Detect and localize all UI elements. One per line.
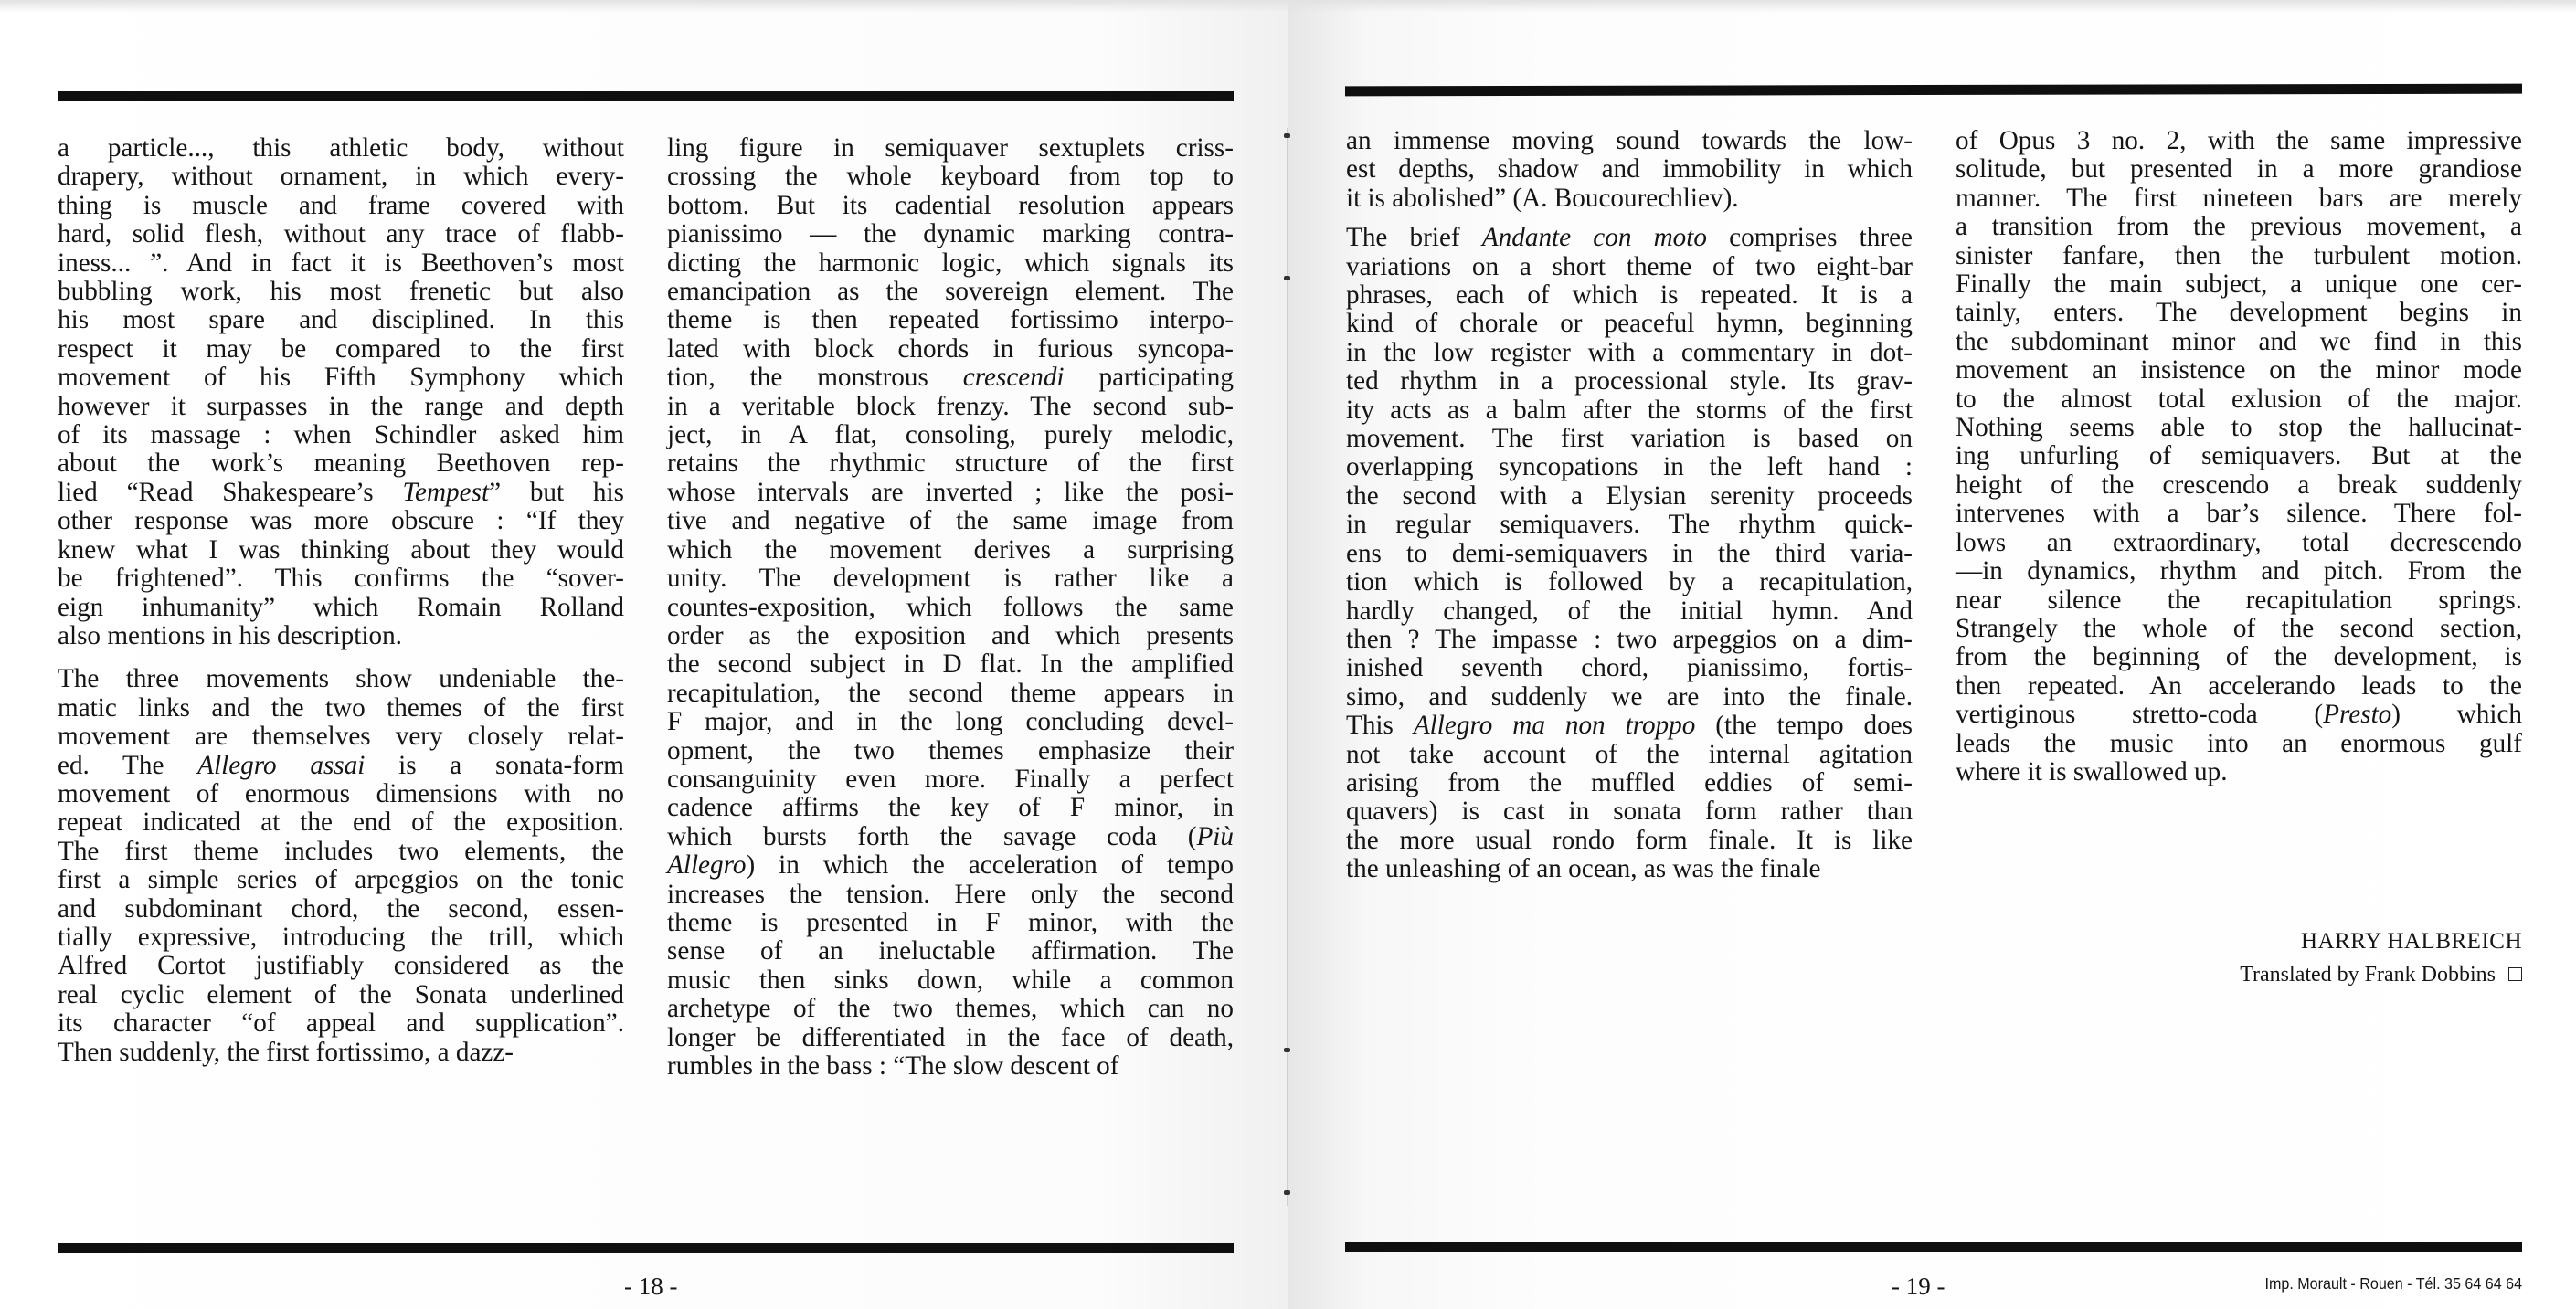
staple-mark-icon: [1284, 133, 1290, 138]
left-bottom-rule: [58, 1243, 1234, 1253]
text-line: music then sinks down, while a common: [667, 965, 1234, 995]
text-line: theme is presented in F minor, with the: [667, 907, 1234, 937]
text-line: longer be differentiated in the face of death,: [667, 1022, 1234, 1052]
gutter-fold: [1287, 128, 1288, 1206]
text-line: movement are themselves very closely relat-: [58, 722, 624, 752]
right-column-1: [1346, 127, 1913, 884]
text-line: leads the music into an enormous gulf: [1956, 728, 2522, 758]
text-line: Finally the main subject, a unique one cer-: [1956, 269, 2522, 300]
right-bottom-rule: [1345, 1242, 2522, 1252]
text-line: bottom. But its cadential resolution appears: [667, 190, 1234, 220]
text-line: lied “Read Shakespeare’s Tempest” but his: [58, 477, 624, 507]
text-line: intervenes with a bar’s silence. There fol-: [1956, 499, 2522, 529]
text-line: F major, and in the long concluding devel-: [667, 707, 1234, 737]
paragraph: [1346, 127, 1913, 213]
text-line: movement of his Fifth Symphony which: [58, 363, 624, 393]
text-line: matic links and the two themes of the first: [58, 692, 624, 723]
text-line: thing is muscle and frame covered with: [58, 190, 624, 220]
text-line: consanguinity even more. Finally a perfect: [667, 764, 1234, 794]
text-line: however it surpasses in the range and depth: [58, 391, 624, 421]
top-edge-shadow: [0, 0, 2576, 13]
text-line: to the almost total exlusion of the major.: [1956, 384, 2522, 414]
text-line: Then suddenly, the first fortissimo, a dazz-: [58, 1037, 514, 1067]
text-line: theme is then repeated fortissimo interpo-: [667, 305, 1234, 335]
text-line: it is abolished” (A. Boucourechliev).: [1346, 183, 1739, 213]
text-line: rumbles in the bass : “The slow descent of: [667, 1051, 1119, 1081]
paragraph: [1346, 224, 1913, 883]
text-line: other response was more obscure : “If they: [58, 506, 624, 536]
text-line: an immense moving sound towards the low-: [1346, 126, 1913, 155]
text-line: the more usual rondo form finale. It is like: [1346, 825, 1913, 855]
text-line: height of the crescendo a break suddenly: [1956, 470, 2522, 500]
page-number-right: - 19 -: [1892, 1272, 1945, 1300]
text-line: of Opus 3 no. 2, with the same impressive: [1956, 126, 2522, 155]
text-line: quavers) is cast in sonata form rather than: [1346, 797, 1913, 827]
text-line: real cyclic element of the Sonata underlined: [58, 979, 624, 1009]
text-line: recapitulation, the second theme appears in: [667, 678, 1234, 708]
text-line: the second with a Elysian serenity proceeds: [1346, 480, 1913, 511]
text-line: Nothing seems able to stop the hallucinat-: [1956, 413, 2522, 443]
text-line: manner. The first nineteen bars are merely: [1956, 183, 2522, 213]
text-line: first a simple series of arpeggios on the tonic: [58, 865, 624, 895]
text-line: the unleashing of an ocean, as was the finale: [1346, 854, 1821, 884]
text-line: The brief Andante con moto comprises three: [1346, 223, 1913, 253]
italic-term: Allegro ma non troppo: [1413, 711, 1696, 741]
text-line: a transition from the previous movement, a: [1956, 212, 2522, 242]
italic-term: crescendi: [962, 363, 1065, 393]
text-line: —in dynamics, rhythm and pitch. From the: [1956, 556, 2522, 586]
paragraph: [58, 134, 624, 650]
left-column-1: [58, 134, 624, 1067]
paragraph: [58, 665, 624, 1067]
text-line: from the beginning of the development, is: [1956, 642, 2522, 672]
text-line: which bursts forth the savage coda (Più: [667, 821, 1234, 851]
text-line: increases the tension. Here only the second: [667, 879, 1234, 909]
text-line: and subdominant chord, the second, essen-: [58, 893, 624, 924]
italic-term: Più: [1196, 821, 1234, 851]
text-line: pianissimo — the dynamic marking contra-: [667, 219, 1234, 249]
text-line: phrases, each of which is repeated. It is a: [1346, 280, 1913, 311]
staple-mark-icon: [1284, 276, 1290, 280]
text-line: variations on a short theme of two eight-bar: [1346, 251, 1913, 281]
text-line: ling figure in semiquaver sextuplets criss-: [667, 133, 1234, 163]
text-line: sinister fanfare, then the turbulent motion.: [1956, 240, 2522, 270]
end-mark-square-icon: [2508, 967, 2522, 981]
text-line: the second subject in D flat. In the amplified: [667, 649, 1234, 680]
text-line: dicting the harmonic logic, which signals its: [667, 248, 1234, 278]
paragraph: [667, 134, 1234, 1081]
text-line: cadence affirms the key of F minor, in: [667, 793, 1234, 823]
text-line: ing unfurling of semiquavers. But at the: [1956, 441, 2522, 471]
text-line: inished seventh chord, pianissimo, fortis-: [1346, 653, 1913, 683]
text-line: opment, the two themes emphasize their: [667, 735, 1234, 765]
left-column-2: [667, 134, 1234, 1081]
translator-credit: [2240, 958, 2522, 991]
text-line: about the work’s meaning Beethoven rep-: [58, 449, 624, 479]
text-line: hardly changed, of the initial hymn. And: [1346, 596, 1913, 626]
text-line: where it is swallowed up.: [1956, 756, 2228, 786]
text-line: bubbling work, his most frenetic but also: [58, 277, 624, 307]
text-line: ity acts as a balm after the storms of the first: [1346, 395, 1913, 425]
italic-term: Allegro assai: [197, 750, 366, 780]
text-line: Allegro) in which the acceleration of tempo: [667, 850, 1234, 881]
text-line: est depths, shadow and immobility in which: [1346, 154, 1913, 185]
text-line: not take account of the internal agitation: [1346, 739, 1913, 769]
text-line: movement. The first variation is based on: [1346, 424, 1913, 454]
text-line: whose intervals are inverted ; like the posi-: [667, 477, 1234, 507]
text-line: ens to demi-semiquavers in the third varia-: [1346, 538, 1913, 568]
author-name: HARRY HALBREICH: [2300, 929, 2522, 954]
text-line: eign inhumanity” which Romain Rolland: [58, 592, 624, 622]
text-line: The three movements show undeniable the-: [58, 664, 624, 694]
text-line: iness... ”. And in fact it is Beethoven’s most: [58, 248, 624, 278]
italic-term: Andante con moto: [1481, 223, 1707, 253]
text-line: archetype of the two themes, which can no: [667, 994, 1234, 1024]
text-line: tion, the monstrous crescendi participating: [667, 363, 1234, 393]
text-line: sense of an ineluctable affirmation. The: [667, 936, 1234, 966]
text-line: unity. The development is rather like a: [667, 564, 1234, 594]
text-line: ted rhythm in a processional style. Its grav-: [1346, 366, 1913, 396]
text-line: kind of chorale or peaceful hymn, beginning: [1346, 309, 1913, 339]
text-line: respect it may be compared to the first: [58, 333, 624, 364]
right-column-2: [1956, 127, 2522, 786]
text-line: of its massage : when Schindler asked him: [58, 420, 624, 450]
italic-term: Presto: [2323, 700, 2392, 730]
text-line: drapery, without ornament, in which every-: [58, 162, 624, 192]
text-line: near silence the recapitulation springs.: [1956, 585, 2522, 615]
text-line: tive and negative of the same image from: [667, 506, 1234, 536]
text-line: This Allegro ma non troppo (the tempo does: [1346, 711, 1913, 741]
text-line: knew what I was thinking about they would: [58, 534, 624, 565]
italic-term: Tempest: [402, 477, 490, 507]
paragraph: [1956, 127, 2522, 786]
signature-block: [2240, 925, 2522, 991]
text-line: which the movement derives a surprising: [667, 534, 1234, 565]
text-line: lows an extraordinary, total decrescendo: [1956, 527, 2522, 557]
text-line: arising from the muffled eddies of semi-: [1346, 767, 1913, 797]
translator-text: Translated by Frank Dobbins: [2240, 963, 2496, 987]
text-line: tion which is followed by a recapitulation,: [1346, 567, 1913, 597]
text-line: his most spare and disciplined. In this: [58, 305, 624, 335]
text-line: Strangely the whole of the second section,: [1956, 613, 2522, 643]
text-line: also mentions in his description.: [58, 620, 402, 650]
text-line: the subdominant minor and we find in this: [1956, 326, 2522, 356]
text-line: crossing the whole keyboard from top to: [667, 162, 1234, 192]
text-line: in the low register with a commentary in dot-: [1346, 337, 1913, 367]
text-line: ject, in A flat, consoling, purely melodic,: [667, 420, 1234, 450]
text-line: then repeated. An accelerando leads to the: [1956, 670, 2522, 701]
italic-term: Allegro: [667, 850, 747, 881]
text-line: in a veritable block frenzy. The second sub-: [667, 391, 1234, 421]
text-line: its character “of appeal and supplication”.: [58, 1008, 624, 1039]
text-line: solitude, but presented in a more grandiose: [1956, 154, 2522, 185]
text-line: then ? The impasse : two arpeggios on a dim-: [1346, 624, 1913, 654]
left-top-rule: [58, 91, 1234, 101]
text-line: a particle..., this athletic body, without: [58, 133, 624, 163]
staple-mark-icon: [1284, 1190, 1290, 1195]
text-line: tainly, enters. The development begins in: [1956, 298, 2522, 328]
text-line: hard, solid flesh, without any trace of flabb-: [58, 219, 624, 249]
text-line: countes-exposition, which follows the same: [667, 592, 1234, 622]
text-line: order as the exposition and which presents: [667, 620, 1234, 650]
text-line: movement an insistence on the minor mode: [1956, 355, 2522, 385]
text-line: lated with block chords in furious syncopa-: [667, 333, 1234, 364]
printer-imprint: Imp. Morault - Rouen - Tél. 35 64 64 64: [2264, 1274, 2522, 1293]
text-line: be frightened”. This confirms the “sover-: [58, 564, 624, 594]
text-line: retains the rhythmic structure of the first: [667, 449, 1234, 479]
text-line: repeat indicated at the end of the exposition.: [58, 808, 624, 838]
text-line: emancipation as the sovereign element. The: [667, 277, 1234, 307]
staple-mark-icon: [1284, 1048, 1290, 1052]
text-line: The first theme includes two elements, the: [58, 836, 624, 866]
text-line: overlapping syncopations in the left hand :: [1346, 452, 1913, 482]
text-line: Alfred Cortot justifiably considered as the: [58, 951, 624, 981]
text-line: ed. The Allegro assai is a sonata-form: [58, 750, 624, 780]
text-line: movement of enormous dimensions with no: [58, 778, 624, 808]
text-line: tially expressive, introducing the trill, which: [58, 922, 624, 952]
text-line: in regular semiquavers. The rhythm quick-: [1346, 510, 1913, 540]
text-line: simo, and suddenly we are into the finale.: [1346, 681, 1913, 712]
page-number-left: - 18 -: [624, 1272, 678, 1300]
text-line: vertiginous stretto-coda (Presto) which: [1956, 700, 2522, 730]
